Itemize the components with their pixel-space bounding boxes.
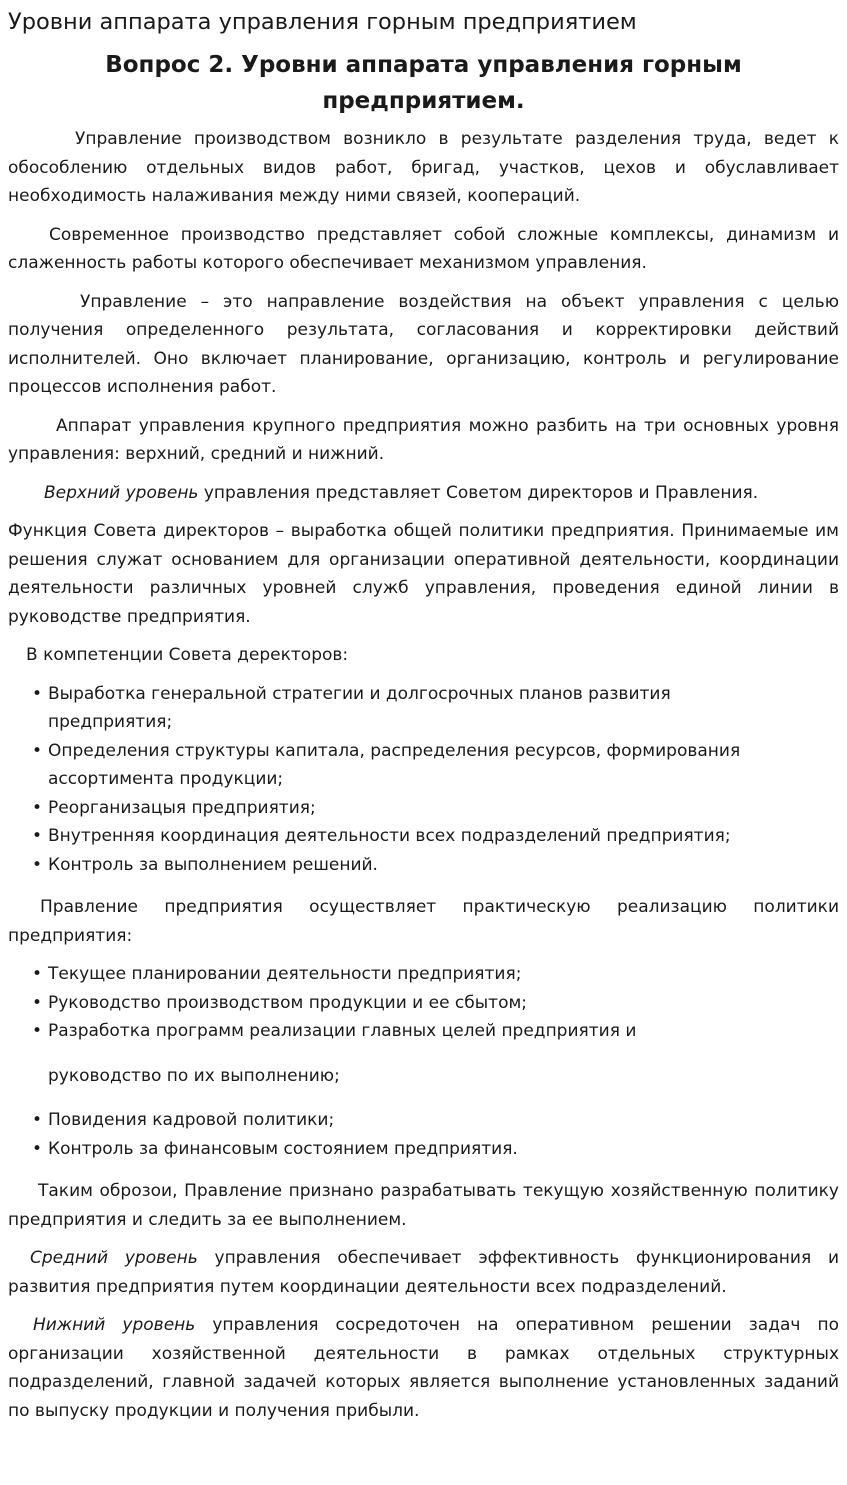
list-item: [32, 1017, 839, 1046]
paragraph-top-level: [8, 479, 839, 508]
list-item: [32, 989, 839, 1018]
board-competence-list: [8, 680, 839, 880]
list-item-text: Выработка генеральной стратегии и долгосрочных планов развития предприятия;: [48, 683, 671, 732]
list-item: [32, 1106, 839, 1135]
lower-level-text: управления сосредоточен на оперативном решении задач по организации хозяйственной деятельности в рамках отдельных структурных подразделений, главной задачей которых является выполнение установленных заданий по выпуску продукции и получения прибыли.: [8, 1315, 839, 1421]
middle-level-term: Средний уровень: [30, 1248, 198, 1268]
list-item-continuation: руководство по их выполнению;: [48, 1065, 340, 1086]
paragraph-management-board: Правление предприятия осуществляет практическую реализацию политики предприятия:: [8, 897, 839, 946]
list-item-text: Контроль за финансовым состоянием предприятия.: [48, 1138, 518, 1159]
bullet-icon: •: [32, 854, 43, 875]
bullet-icon: •: [32, 992, 43, 1013]
list-item: [32, 822, 839, 851]
paragraph-management-definition: Управление – это направление воздействия на объект управления с целью получения определенного результата, согласования и корректировки действий исполнителей. Оно включает планирование, организацию, контроль и регулирование процессов исполнения работ.: [8, 291, 839, 397]
top-level-term: Верхний уровень: [44, 482, 199, 503]
list-item-text: Определения структуры капитала, распределения ресурсов, формирования ассортимента продукции;: [48, 740, 741, 789]
list-item-text: Разработка программ реализации главных целей предприятия и: [48, 1021, 637, 1041]
bullet-icon: •: [32, 1021, 43, 1041]
list-item: [32, 851, 839, 880]
paragraph-lower-level: [8, 1311, 839, 1425]
bullet-icon: •: [32, 740, 43, 761]
paragraph-modern-production: Современное производство представляет собой сложные комплексы, динамизм и слаженность работы которого обеспечивает механизмом управления.: [8, 224, 839, 273]
list-item-text: Контроль за выполнением решений.: [48, 854, 378, 875]
middle-level-text: управления обеспечивает эффективность функционирования и развития предприятия путем координации деятельности всех подразделений.: [8, 1248, 839, 1297]
paragraph-board-competence: В компетенции Совета деректоров:: [26, 645, 349, 665]
list-item-text: Руководство производством продукции и ее сбытом;: [48, 992, 528, 1013]
list-item: [32, 1135, 839, 1164]
top-level-text: управления представляет Советом директоров и Правления.: [198, 482, 759, 503]
list-item: [32, 737, 839, 794]
list-item-text: Реорганизацыя предприятия;: [48, 797, 316, 818]
list-item: [32, 960, 839, 989]
list-item: [32, 794, 839, 823]
lower-level-term: Нижний уровень: [33, 1315, 196, 1335]
bullet-icon: •: [32, 1138, 43, 1159]
bullet-icon: •: [32, 826, 43, 846]
management-board-list: [8, 960, 839, 1046]
bullet-icon: •: [32, 797, 43, 818]
paragraph-management-origin: Управление производством возникло в результате разделения труда, ведет к обособлению отдельных видов работ, бригад, участков, цехов и обуславливает необходимость налаживания между ними связей, коопераций.: [8, 129, 839, 206]
bullet-icon: •: [32, 964, 43, 984]
paragraph-middle-level: [8, 1244, 839, 1301]
question-heading: Вопрос 2. Уровни аппарата управления горным предприятием.: [105, 52, 742, 114]
paragraph-three-levels: Аппарат управления крупного предприятия можно разбить на три основных уровня управления: верхний, средний и нижний.: [8, 415, 839, 464]
paragraph-conclusion: Таким оброзои, Правление признано разрабатывать текущую хозяйственную политику предприятия и следить за ее выполнением.: [8, 1181, 839, 1230]
list-item-text: Текущее планировании деятельности предприятия;: [48, 964, 522, 984]
document-title: Уровни аппарата управления горным предприятием: [8, 9, 637, 35]
paragraph-board-function: Функция Совета директоров – выработка общей политики предприятия. Принимаемые им решения служат основанием для организации оперативной деятельности, координации деятельности различных уровней служб управления, проведения единой линии в руководстве предприятия.: [8, 521, 839, 627]
list-item: [32, 680, 839, 737]
document-page: [0, 8, 847, 1485]
list-item-text: Повидения кадровой политики;: [48, 1110, 335, 1130]
bullet-icon: •: [32, 683, 43, 704]
list-item-text: Внутренняя координация деятельности всех подразделений предприятия;: [48, 826, 731, 846]
management-board-list-continued: [8, 1106, 839, 1163]
bullet-icon: •: [32, 1110, 43, 1130]
